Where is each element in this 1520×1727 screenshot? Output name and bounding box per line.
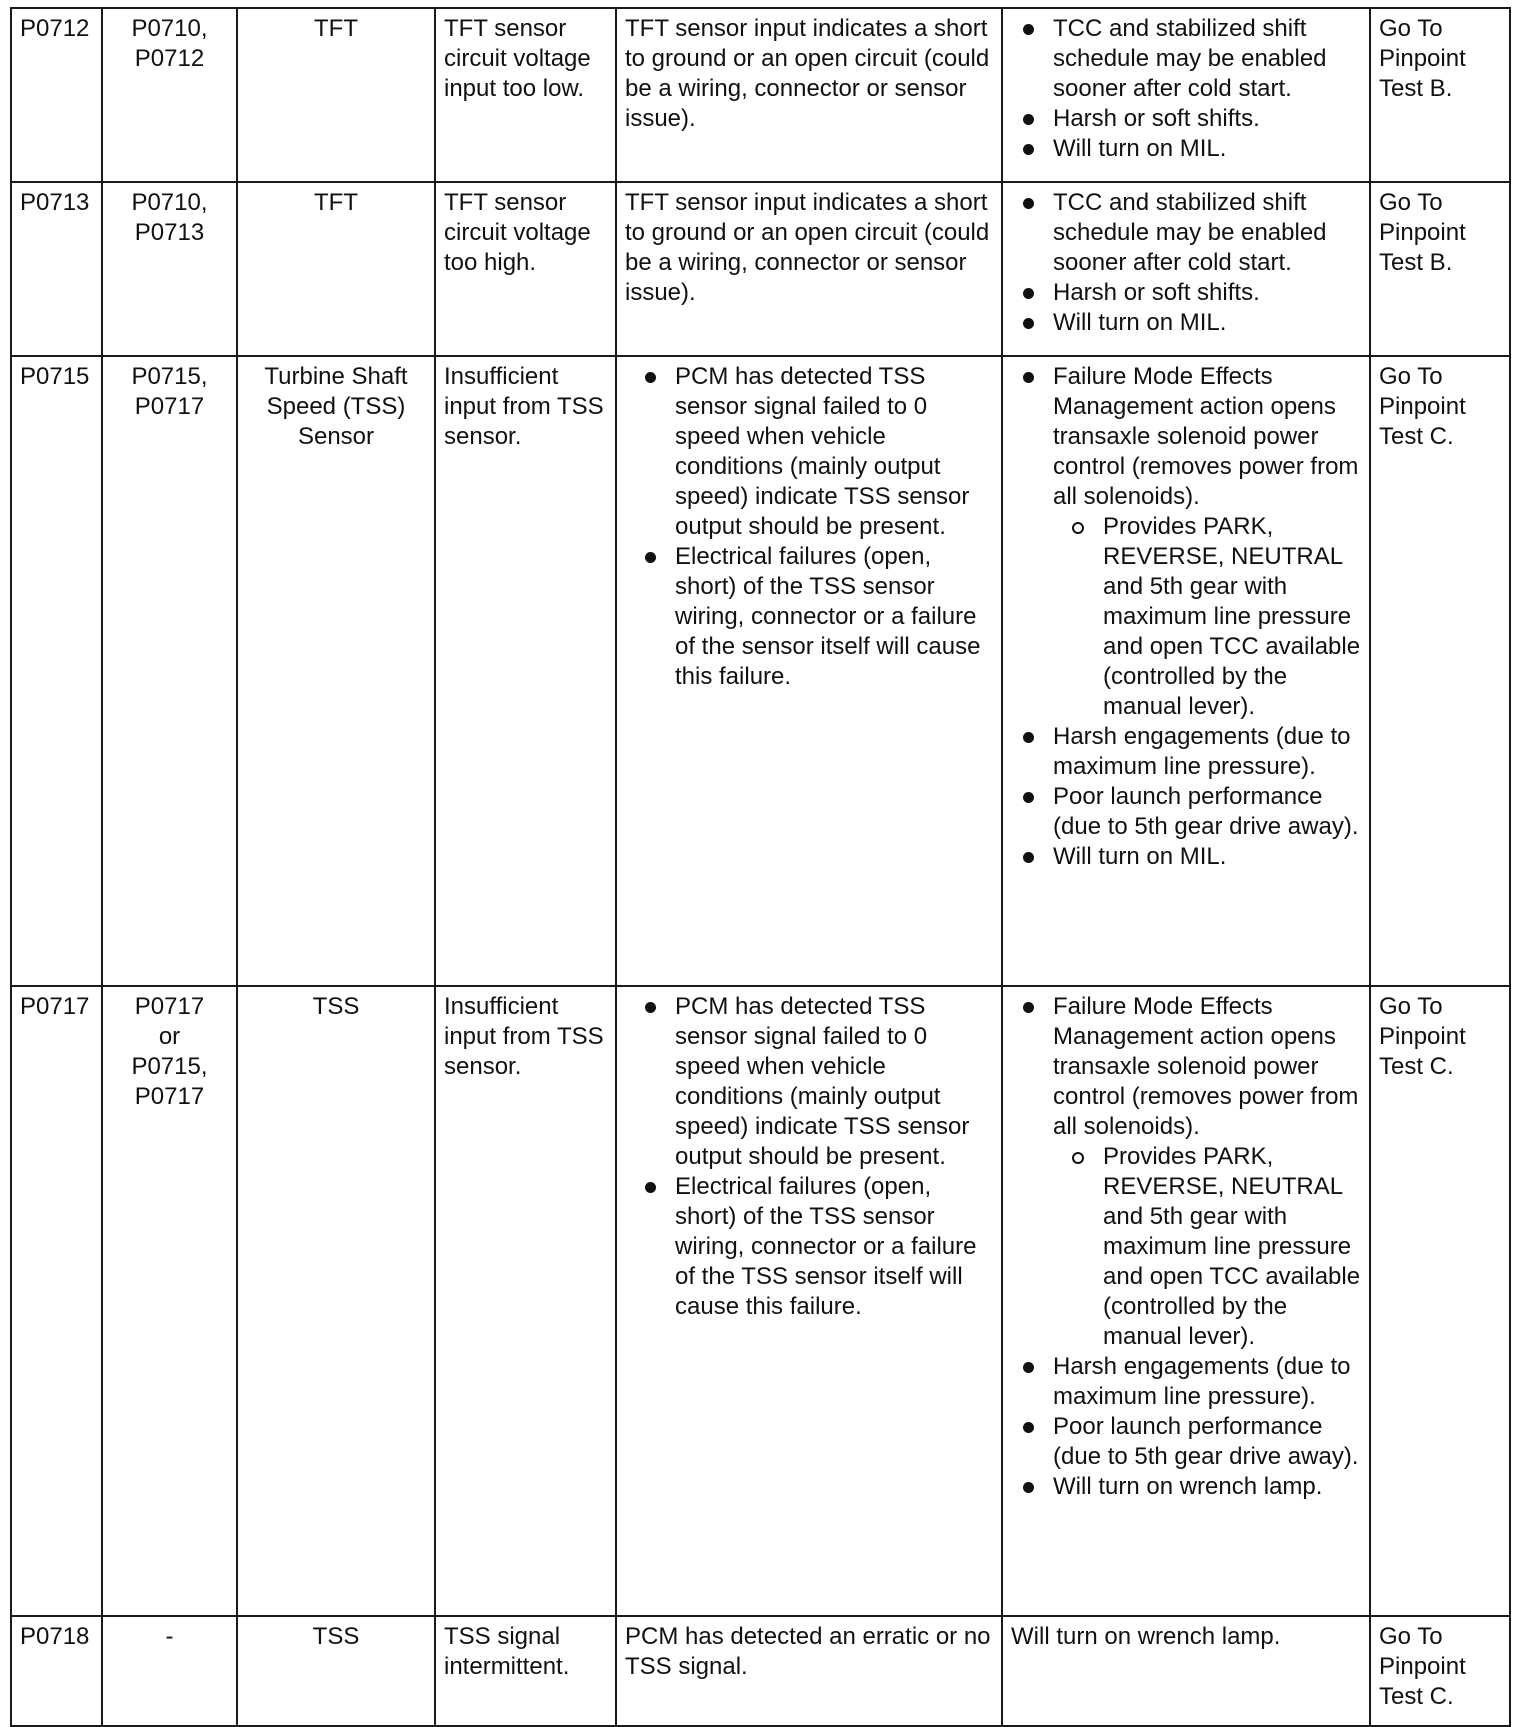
description-cell: TSS signal intermittent. <box>435 1616 616 1726</box>
condition-item: Electrical failures (open, short) of the TSS sensor wiring, connector or a failure of the TSS sensor itself will cause this failure. <box>625 1172 993 1322</box>
symptom-item: Harsh engagements (due to maximum line pressure). <box>1003 1352 1361 1412</box>
related-codes-cell <box>102 356 237 986</box>
symptom-item: Will turn on MIL. <box>1003 842 1361 872</box>
condition-cell: PCM has detected an erratic or no TSS signal. <box>616 1616 1002 1726</box>
symptom-item <box>1003 992 1361 1352</box>
related-code: or <box>158 1023 181 1050</box>
condition-list <box>625 992 993 1322</box>
action-cell: Go To Pinpoint Test B. <box>1370 182 1510 356</box>
symptom-sublist <box>1053 1142 1361 1352</box>
description-cell: Insufficient input from TSS sensor. <box>435 986 616 1616</box>
symptoms-cell <box>1002 356 1370 986</box>
description-cell: TFT sensor circuit voltage too high. <box>435 182 616 356</box>
related-code: - <box>165 1623 174 1650</box>
symptom-item: Will turn on wrench lamp. <box>1003 1472 1361 1502</box>
symptom-subitem: Provides PARK, REVERSE, NEUTRAL and 5th gear with maximum line pressure and open TCC available (controlled by the manual lever). <box>1053 1142 1361 1352</box>
dtc-code-cell: P0712 <box>11 8 102 182</box>
dtc-code-cell: P0715 <box>11 356 102 986</box>
related-code: P0710, <box>131 15 208 42</box>
condition-item: PCM has detected TSS sensor signal failed to 0 speed when vehicle conditions (mainly output speed) indicate TSS sensor output should be present. <box>625 992 993 1172</box>
table-row <box>11 8 1510 182</box>
action-cell: Go To Pinpoint Test C. <box>1370 1616 1510 1726</box>
component-cell: TFT <box>237 8 435 182</box>
condition-item: Electrical failures (open, short) of the TSS sensor wiring, connector or a failure of the sensor itself will cause this failure. <box>625 542 993 692</box>
symptoms-cell: Will turn on wrench lamp. <box>1002 1616 1370 1726</box>
symptom-list <box>1011 188 1361 338</box>
related-code: P0717 <box>134 393 205 420</box>
component-cell: TSS <box>237 986 435 1616</box>
condition-cell: TFT sensor input indicates a short to ground or an open circuit (could be a wiring, connector or sensor issue). <box>616 182 1002 356</box>
table-row <box>11 986 1510 1616</box>
symptom-list <box>1011 14 1361 164</box>
related-code: P0717 <box>134 993 205 1020</box>
symptom-item <box>1003 362 1361 722</box>
table-row <box>11 1616 1510 1726</box>
related-codes-cell <box>102 8 237 182</box>
symptom-item: Harsh or soft shifts. <box>1003 104 1361 134</box>
condition-list <box>625 362 993 692</box>
component-cell: TFT <box>237 182 435 356</box>
symptoms-cell <box>1002 8 1370 182</box>
related-code: P0717 <box>134 1083 205 1110</box>
condition-item: PCM has detected TSS sensor signal failed to 0 speed when vehicle conditions (mainly output speed) indicate TSS sensor output should be present. <box>625 362 993 542</box>
condition-cell <box>616 356 1002 986</box>
symptoms-cell <box>1002 182 1370 356</box>
condition-cell <box>616 986 1002 1616</box>
condition-cell: TFT sensor input indicates a short to ground or an open circuit (could be a wiring, connector or sensor issue). <box>616 8 1002 182</box>
symptom-item: Harsh or soft shifts. <box>1003 278 1361 308</box>
dtc-code-cell: P0718 <box>11 1616 102 1726</box>
dtc-table <box>10 7 1511 1727</box>
action-cell: Go To Pinpoint Test C. <box>1370 986 1510 1616</box>
symptom-item: Will turn on MIL. <box>1003 308 1361 338</box>
related-code: P0710, <box>131 189 208 216</box>
table-row <box>11 182 1510 356</box>
dtc-code-cell: P0713 <box>11 182 102 356</box>
symptom-list <box>1011 362 1361 872</box>
symptom-text: Failure Mode Effects Management action opens transaxle solenoid power control (removes power from all solenoids). <box>1053 363 1359 510</box>
related-code: P0715, <box>131 1053 208 1080</box>
symptom-item: TCC and stabilized shift schedule may be enabled sooner after cold start. <box>1003 188 1361 278</box>
related-code: P0715, <box>131 363 208 390</box>
related-codes-cell <box>102 986 237 1616</box>
related-codes-cell <box>102 1616 237 1726</box>
symptoms-cell <box>1002 986 1370 1616</box>
action-cell: Go To Pinpoint Test C. <box>1370 356 1510 986</box>
description-cell: Insufficient input from TSS sensor. <box>435 356 616 986</box>
description-cell: TFT sensor circuit voltage input too low. <box>435 8 616 182</box>
symptom-item: TCC and stabilized shift schedule may be enabled sooner after cold start. <box>1003 14 1361 104</box>
component-cell: TSS <box>237 1616 435 1726</box>
related-code: P0713 <box>134 219 205 246</box>
symptom-text: Failure Mode Effects Management action opens transaxle solenoid power control (removes power from all solenoids). <box>1053 993 1359 1140</box>
symptom-item: Poor launch performance (due to 5th gear drive away). <box>1003 1412 1361 1472</box>
symptom-item: Poor launch performance (due to 5th gear drive away). <box>1003 782 1361 842</box>
related-codes-cell <box>102 182 237 356</box>
symptom-subitem: Provides PARK, REVERSE, NEUTRAL and 5th gear with maximum line pressure and open TCC available (controlled by the manual lever). <box>1053 512 1361 722</box>
table-row <box>11 356 1510 986</box>
related-code: P0712 <box>134 45 205 72</box>
component-cell: Turbine Shaft Speed (TSS) Sensor <box>237 356 435 986</box>
symptom-item: Harsh engagements (due to maximum line pressure). <box>1003 722 1361 782</box>
dtc-code-cell: P0717 <box>11 986 102 1616</box>
symptom-item: Will turn on MIL. <box>1003 134 1361 164</box>
symptom-list <box>1011 992 1361 1502</box>
action-cell: Go To Pinpoint Test B. <box>1370 8 1510 182</box>
symptom-sublist <box>1053 512 1361 722</box>
